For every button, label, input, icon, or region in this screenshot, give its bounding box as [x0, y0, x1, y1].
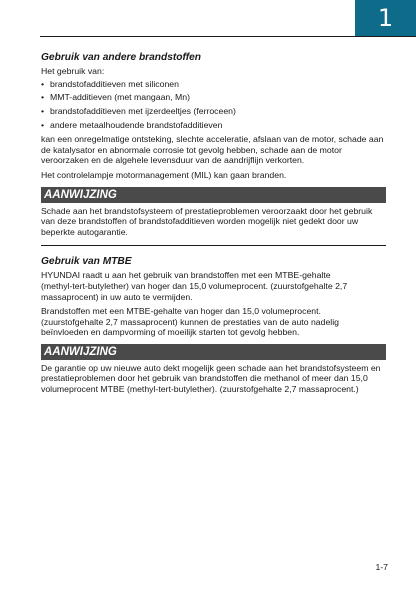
mil-paragraph: Het controlelampje motormanagement (MIL) kan gaan branden.: [41, 169, 287, 180]
section-divider: [41, 245, 386, 246]
list-item: • brandstofadditieven met siliconen: [41, 79, 386, 90]
text-line: Schade aan het brandstofsysteem of prestatieproblemen veroorzaakt door het gebruik: [41, 205, 373, 216]
text-line: Brandstoffen met een MTBE-gehalte van hoger dan 15,0 volumeprocent.: [41, 306, 321, 317]
section-heading-mtbe: Gebruik van MTBE: [41, 256, 132, 268]
list-item: • brandstofadditieven met ijzerdeeltjes (ferroceen): [41, 106, 386, 117]
list-item: • MMT-additieven (met mangaan, Mn): [41, 92, 386, 103]
text-line: veroorzaken en de algehele levensduur van de aandrijflijn verkorten.: [41, 155, 305, 166]
consequences-paragraph: [41, 134, 386, 166]
notice-text: [41, 363, 386, 395]
text-line: HYUNDAI raadt u aan het gebruik van brandstoffen met een MTBE-gehalte: [41, 270, 331, 281]
notice-text: [41, 206, 386, 238]
page-number: 1-7: [375, 562, 388, 572]
notice-banner: AANWIJZING: [41, 344, 386, 360]
text-line: (zuurstofgehalte 2,7 massaprocent) kunnen de prestaties van de auto nadelig: [41, 316, 339, 327]
page-content: [41, 52, 386, 395]
top-rule: [40, 36, 416, 37]
section-heading-other-fuels: Gebruik van andere brandstoffen: [41, 52, 202, 63]
list-item: • andere metaalhoudende brandstofadditieven: [41, 120, 386, 131]
mtbe-paragraph-2: [41, 306, 386, 338]
mtbe-paragraph-1: [41, 270, 386, 302]
chapter-tab: 1: [355, 0, 416, 36]
text-line: beperkte autogarantie.: [41, 226, 128, 237]
text-line: (methyl-tert-butylether) van hoger dan 15,0 volumeprocent. (zuurstofgehalte 2,7: [41, 280, 348, 291]
additive-list: [41, 79, 386, 131]
text-line: kan een onregelmatige ontsteking, slechte acceleratie, afslaan van de motor, schade aan: [41, 134, 384, 145]
text-line: beïnvloeden en dampvorming of moeilijk starten tot gevolg hebben.: [41, 327, 300, 338]
text-line: De garantie op uw nieuwe auto dekt mogelijk geen schade aan het brandstofsysteem en: [41, 362, 381, 373]
text-line: van deze brandstoffen of brandstofadditieven worden mogelijk niet gedekt door uw: [41, 216, 359, 227]
intro-text: Het gebruik van:: [41, 66, 105, 76]
text-line: volumeprocent MTBE (methyl-tert-butylether). (zuurstofgehalte 2,7 massaprocent.): [41, 384, 359, 395]
text-line: massaprocent) in uw auto te vermijden.: [41, 291, 193, 302]
text-line: prestatieproblemen door het gebruik van brandstoffen die methanol of meer dan 15,0: [41, 373, 368, 384]
notice-banner: AANWIJZING: [41, 187, 386, 203]
text-line: de katalysator en abnormale corrosie tot gevolg hebben, schade aan de motor: [41, 144, 342, 155]
